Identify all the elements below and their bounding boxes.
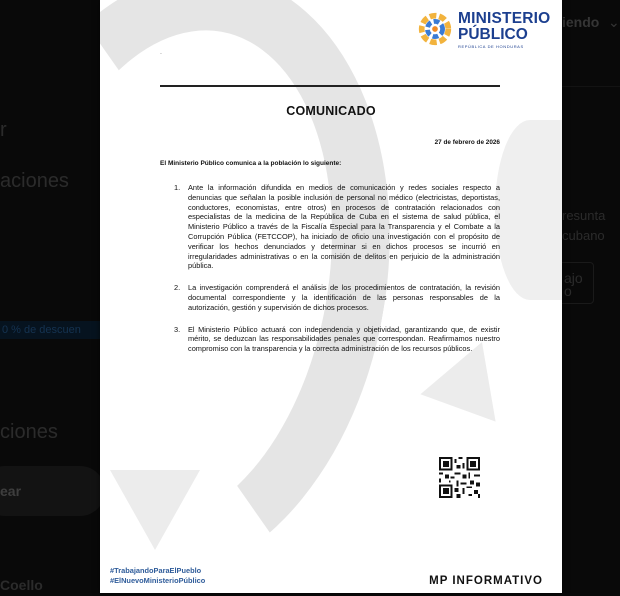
item-text: La investigación comprenderá el análisis de los procedimientos de contratación, la revisión documental correspondiente y la identificación de las personas responsables de la autorización, gestión y supervisión de dichos procesos.: [188, 283, 500, 312]
hashtag: #ElNuevoMinisterioPúblico: [110, 576, 206, 585]
communique-item: [174, 283, 500, 312]
ministerio-publico-logo: [416, 8, 556, 50]
logo-subtitle: REPÚBLICA DE HONDURAS: [458, 44, 524, 49]
document-date: 27 de febrero de 2026: [434, 139, 500, 146]
document-intro: El Ministerio Público comunica a la población lo siguiente:: [160, 160, 342, 167]
communique-item: [174, 325, 500, 354]
decorative-shape: [495, 120, 562, 300]
logo-mark-icon: [416, 10, 454, 48]
hashtag: #TrabajandoParaElPueblo: [110, 566, 202, 575]
logo-title-line2: PÚBLICO: [458, 26, 528, 43]
qr-code-icon: [439, 457, 480, 498]
item-text: Ante la información difundida en medios de comunicación y redes sociales respecto a denuncias que señalan la posible inclusión de personal no médico (electricistas, deportistas, conductores, economistas, entre otros) en procesos de contratación relacionados con especialistas de la medicina de la República de Cuba en el sistema de salud pública, el Ministerio Público a través de la Fiscalía Especial para la Transparencia y el Combate a la Corrupción Pública (FETCCOP), ha iniciado de oficio una investigación con el propósito de verificar los hechos denunciados y determinar si en dichos procesos se incurrió en irregularidades administrativas o en la comisión de delitos en perjuicio de la administración pública.: [188, 183, 500, 271]
item-text: El Ministerio Público actuará con independencia y objetividad, garantizando que, de existir mérito, se deduzcan las responsabilidades penales que correspondan. Reafirmamos nuestro compromiso con la transparencia y la correcta administración de los recursos públicos.: [188, 324, 500, 354]
communique-item: [174, 183, 500, 271]
decorative-triangle: [110, 470, 200, 550]
document-title: COMUNICADO: [286, 104, 376, 118]
item-number: 3.: [174, 324, 181, 334]
communique-image: [100, 0, 562, 593]
hashtags: [110, 566, 205, 586]
stray-dot: .: [160, 49, 162, 56]
footer-brand: MP INFORMATIVO: [429, 575, 543, 587]
item-number: 1.: [174, 183, 181, 192]
header-rule: [160, 85, 500, 87]
logo-title-line1: MINISTERIO: [458, 10, 551, 27]
communique-items: [174, 183, 500, 366]
item-number: 2.: [174, 283, 181, 293]
